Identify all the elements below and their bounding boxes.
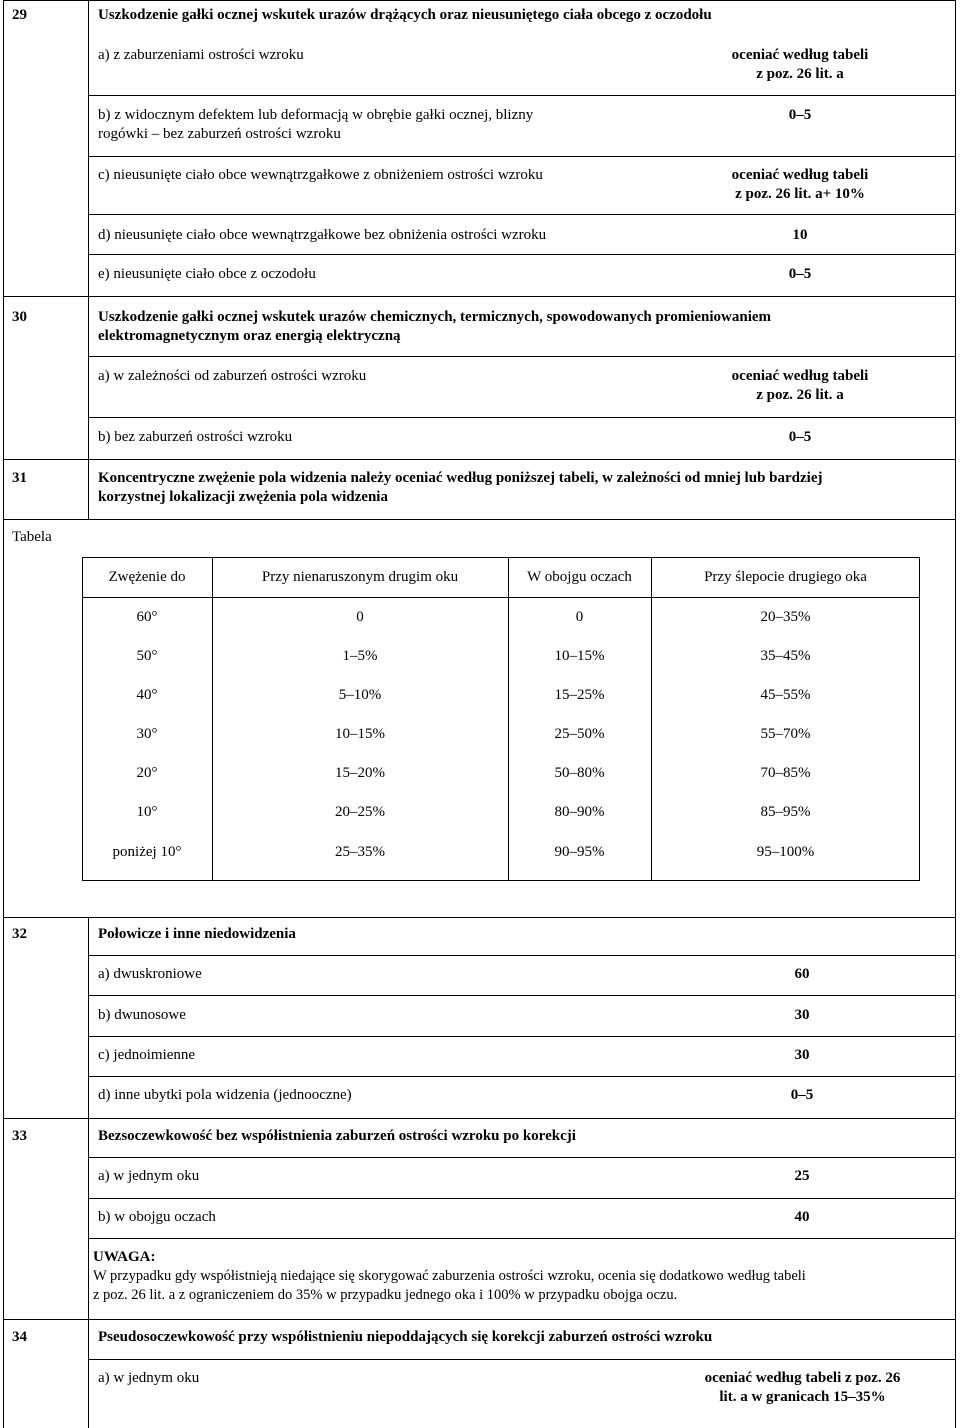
table-cell: 25–35% (335, 844, 385, 860)
sub-item-value: oceniać według tabeli z poz. 26 (704, 1370, 901, 1386)
table-cell: 70–85% (760, 765, 811, 781)
sub-item-value: oceniać według tabeli (731, 47, 869, 63)
item-number: 34 (12, 1329, 27, 1345)
sub-item-value: 0–5 (788, 266, 812, 282)
table-cell: 80–90% (554, 804, 605, 820)
sub-item-value: 0–5 (790, 1087, 814, 1103)
row-divider (88, 356, 956, 357)
item-title: Połowicze i inne niedowidzenia (98, 926, 296, 942)
item-title: elektromagnetycznym oraz energią elektryczną (98, 328, 401, 344)
table-cell: 85–95% (760, 804, 811, 820)
sub-item-value: 40 (794, 1209, 810, 1225)
table-cell: 10° (136, 804, 158, 820)
section-divider (3, 917, 956, 918)
outer-border-top (3, 0, 956, 1)
row-divider (88, 214, 956, 215)
table-cell: 50–80% (554, 765, 605, 781)
row-divider (88, 955, 956, 956)
row-divider (88, 995, 956, 996)
table-cell: 0 (356, 609, 364, 625)
sub-item-text: c) nieusunięte ciało obce wewnątrzgałkowe z obniżeniem ostrości wzroku (98, 167, 543, 183)
table-cell: 45–55% (760, 687, 811, 703)
sub-item-text: a) w jednym oku (98, 1370, 200, 1386)
sub-item-text: a) w zależności od zaburzeń ostrości wzroku (98, 368, 367, 384)
note-text: W przypadku gdy współistnieją niedające się skorygować zaburzenia ostrości wzroku, ocenia się dodatkowo według tabeli (93, 1268, 806, 1284)
table-cell: 30° (136, 726, 158, 742)
row-divider (88, 1198, 956, 1199)
sub-item-value: 10 (792, 227, 808, 243)
sub-item-text: b) w obojgu oczach (98, 1209, 216, 1225)
table-label: Tabela (12, 529, 52, 545)
item-number: 29 (12, 7, 27, 23)
sub-item-text: b) z widocznym defektem lub deformacją w obrębie gałki ocznej, blizny (98, 107, 534, 123)
table-cell: 40° (136, 687, 158, 703)
sub-item-text: c) jednoimienne (98, 1047, 196, 1063)
sub-item-value: lit. a w granicach 15–35% (719, 1389, 886, 1405)
row-divider (88, 156, 956, 157)
table-cell: 20–35% (760, 609, 811, 625)
sub-item-value: oceniać według tabeli (731, 167, 869, 183)
row-divider (88, 1036, 956, 1037)
sub-item-value: z poz. 26 lit. a (756, 387, 844, 403)
table-col-divider (508, 557, 509, 881)
sub-item-text: e) nieusunięte ciało obce z oczodołu (98, 266, 316, 282)
table-header: W obojgu oczach (527, 569, 632, 585)
table-cell: 50° (136, 648, 158, 664)
item-title: Uszkodzenie gałki ocznej wskutek urazów drążących oraz nieusuniętego ciała obcego z oczodołu (98, 7, 712, 23)
section-divider (3, 1118, 956, 1119)
row-divider (88, 417, 956, 418)
row-divider (88, 254, 956, 255)
row-divider (88, 1359, 956, 1360)
item-title: Bezsoczewkowość bez współistnienia zaburzeń ostrości wzroku po korekcji (98, 1128, 576, 1144)
sub-item-value: 30 (794, 1007, 810, 1023)
sub-item-value: 30 (794, 1047, 810, 1063)
sub-item-text: b) bez zaburzeń ostrości wzroku (98, 429, 293, 445)
table-cell: poniżej 10° (112, 844, 182, 860)
table-cell: 5–10% (338, 687, 382, 703)
section-divider (3, 1319, 956, 1320)
sub-item-text: d) inne ubytki pola widzenia (jednooczne) (98, 1087, 352, 1103)
number-column-divider (88, 0, 89, 520)
sub-item-value: 60 (794, 966, 810, 982)
table-cell: 20° (136, 765, 158, 781)
table-cell: 10–15% (554, 648, 605, 664)
table-cell: 55–70% (760, 726, 811, 742)
table-cell: 15–20% (335, 765, 385, 781)
table-cell: 60° (136, 609, 158, 625)
sub-item-text: b) dwunosowe (98, 1007, 186, 1023)
sub-item-value: 0–5 (788, 429, 812, 445)
row-divider (88, 1238, 956, 1239)
sub-item-text: a) w jednym oku (98, 1168, 200, 1184)
sub-item-value: oceniać według tabeli (731, 368, 869, 384)
item-number: 32 (12, 926, 27, 942)
table-cell: 35–45% (760, 648, 811, 664)
table-header-divider (82, 597, 920, 598)
table-cell: 15–25% (554, 687, 605, 703)
table-cell: 95–100% (756, 844, 815, 860)
item-title: korzystnej lokalizacji zwężenia pola widzenia (98, 489, 388, 505)
table-col-divider (212, 557, 213, 881)
table-cell: 1–5% (342, 648, 378, 664)
row-divider (88, 1076, 956, 1077)
field-of-vision-table (82, 557, 920, 881)
number-column-divider-2 (88, 917, 89, 1428)
item-title: Koncentryczne zwężenie pola widzenia należy oceniać według poniższej tabeli, w zależności od mniej lub bardziej (98, 470, 823, 486)
sub-item-text: rogówki – bez zaburzeń ostrości wzroku (98, 126, 341, 142)
table-header: Przy ślepocie drugiego oka (704, 569, 867, 585)
table-header: Zwężenie do (108, 569, 186, 585)
sub-item-value: 0–5 (788, 107, 812, 123)
table-cell: 10–15% (335, 726, 385, 742)
section-divider (3, 519, 956, 520)
item-number: 33 (12, 1128, 27, 1144)
item-number: 31 (12, 470, 27, 486)
sub-item-value: 25 (794, 1168, 810, 1184)
section-divider (3, 459, 956, 460)
item-title: Uszkodzenie gałki ocznej wskutek urazów chemicznych, termicznych, spowodowanych promieniowaniem (98, 309, 772, 325)
table-cell: 25–50% (554, 726, 605, 742)
note-title: UWAGA: (93, 1249, 156, 1265)
table-cell: 20–25% (335, 804, 385, 820)
section-divider (3, 296, 956, 297)
table-cell: 90–95% (554, 844, 605, 860)
item-number: 30 (12, 309, 27, 325)
sub-item-text: a) z zaburzeniami ostrości wzroku (98, 47, 304, 63)
sub-item-text: d) nieusunięte ciało obce wewnątrzgałkowe bez obniżenia ostrości wzroku (98, 227, 547, 243)
outer-border-left (3, 0, 4, 1428)
sub-item-value: z poz. 26 lit. a+ 10% (735, 186, 865, 202)
table-header: Przy nienaruszonym drugim oku (261, 569, 459, 585)
row-divider (88, 1157, 956, 1158)
sub-item-text: a) dwuskroniowe (98, 966, 202, 982)
table-cell: 0 (575, 609, 584, 625)
item-title: Pseudosoczewkowość przy współistnieniu niepoddających się korekcji zaburzeń ostrości wzroku (98, 1329, 713, 1345)
sub-item-value: z poz. 26 lit. a (756, 66, 844, 82)
note-text: z poz. 26 lit. a z ograniczeniem do 35% w przypadku jednego oka i 100% w przypadku obojga oczu. (93, 1287, 678, 1303)
row-divider (88, 95, 956, 96)
table-col-divider (651, 557, 652, 881)
